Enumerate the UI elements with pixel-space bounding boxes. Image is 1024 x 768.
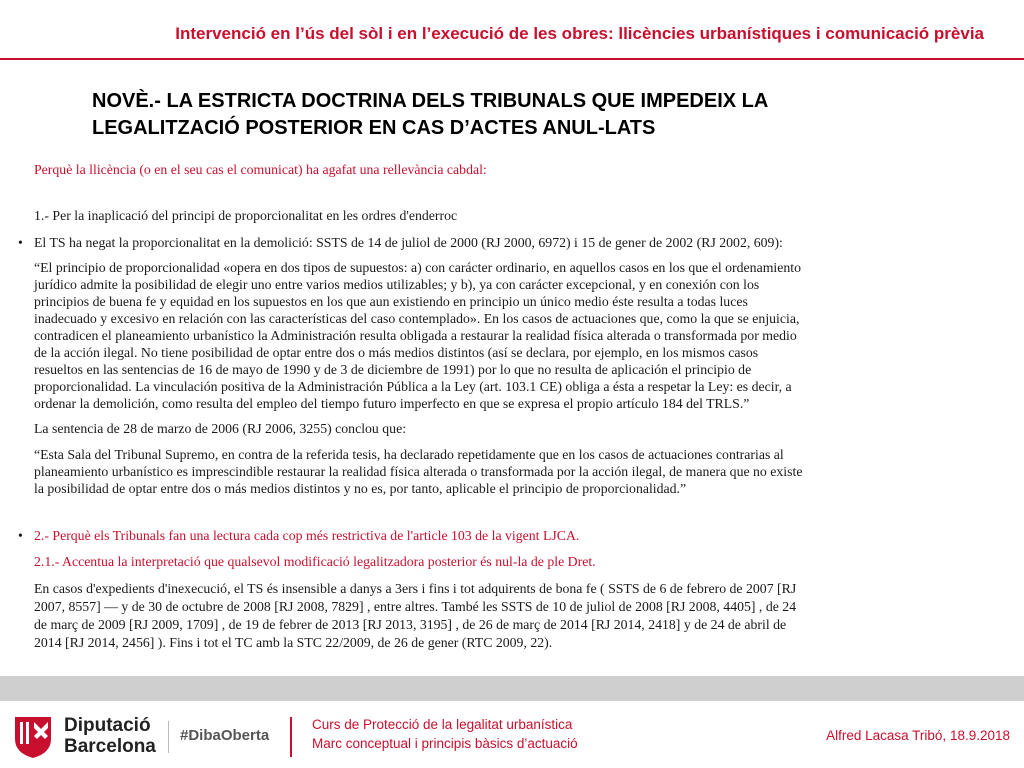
logo-line-1: Diputació [64,715,151,736]
quote-1-line: inadecuado y excesivo en relación con las características del caso contemplado». En los casos de actuaciones que, como la que se enjuicia, [34,311,800,326]
header-divider [0,58,1024,60]
quote-1-line: resueltos en las sentencias de 16 de mayo de 1990 y de 3 de diciembre de 1991) por lo que no resulta de aplicación el principio de [34,362,752,377]
point-1: 1.- Per la inaplicació del principi de proporcionalitat en les ordres d'enderroc [34,208,458,223]
diputacio-logo-icon [12,713,54,759]
footer-divider [168,721,169,753]
quote-1-line: de la acción ilegal. No tiene posibilidad de optar entre dos o más medios distintos (así se declara, por ejemplo, en los mismos casos [34,345,759,360]
point-2-1: 2.1.- Accentua la interpretació que qualsevol modificació legalitzadora posterior és nul-la de ple Dret. [34,554,596,569]
sentence-line: La sentencia de 28 de marzo de 2006 (RJ 2006, 3255) conclou que: [34,421,407,436]
logo-text [64,715,156,757]
ts-line: El TS ha negat la proporcionalitat en la demolició: SSTS de 14 de juliol de 2000 (RJ 2000, 6972) i 15 de gener de 2002 (RJ 2002, 609): [34,235,783,250]
quote-1-line: contradicen el planeamiento urbanístico la Administración resulta obligada a restaurar la realidad física alterada o transformada por medio [34,328,797,343]
quote-1-line: proporcionalidad. La vinculación positiva de la Administración Pública a la Ley (art. 103.1 CE) obliga a ésta a respetar la Ley: es decir, a [34,379,792,394]
quote-1-line: “El principio de proporcionalidad «opera en dos tipos de supuestos: a) con carácter ordinario, en aquellos casos en los que el ordenamiento [34,260,802,275]
bullet: • [18,235,23,250]
final-paragraph-line: de març de 2009 [RJ 2009, 1709] , de 19 de febrer de 2013 [RJ 2013, 3195] , de 26 de març de 2014 [RJ 2014, 2418] y de 24 de abril de [34,617,787,632]
quote-2-line: planeamiento urbanístico es imprescindible restaurar la realidad física alterada o transformada por la acción ilegal, de manera que no existe [34,464,803,479]
final-paragraph-line: 2007, 8557] — y de 30 de octubre de 2008 [RJ 2008, 7829] , entre altres. També les SSTS de 10 de juliol de 2008 [RJ 2008, 4405] , de 24 [34,599,797,614]
footer-band [0,676,1024,701]
final-paragraph-line: En casos d'expedients d'inexecució, el TS és insensible a danys a 3ers i fins i tot adquirents de bona fe ( SSTS de 6 de febrero de 2007 [RJ [34,581,797,596]
hashtag: #DibaOberta [180,727,270,744]
quote-1-line: ordenar la demolición, como resulta del empleo del tiempo futuro imperfecto en que se expresa el propio artículo 184 del TRLS.” [34,396,750,411]
footer-accent-divider [290,717,292,757]
intro-line: Perquè la llicència (o en el seu cas el comunicat) ha agafat una rellevància cabdal: [34,162,487,177]
section-heading-line-2: LEGALITZACIÓ POSTERIOR EN CAS D’ACTES ANUL-LATS [92,117,656,139]
section-heading [92,88,852,142]
logo-line-2: Barcelona [64,736,156,757]
author-date: Alfred Lacasa Tribó, 18.9.2018 [826,728,1010,743]
course-title: Curs de Protecció de la legalitat urbanística [312,717,573,732]
point-2: 2.- Perquè els Tribunals fan una lectura cada cop més restrictiva de l'article 103 de la vigent LJCA. [34,528,580,543]
slide-header-title: Intervenció en l’ús del sòl i en l’execució de les obres: llicències urbanístiques i comunicació prèvia [175,24,984,43]
quote-1-line: principios de buena fe y equidad en los supuestos en los que aun existiendo en principio un único medio éste resulta a todas luces [34,294,748,309]
bullet: • [18,528,23,543]
final-paragraph-line: 2014 [RJ 2014, 2456] ). Fins i tot el TC amb la STC 22/2009, de 26 de gener (RTC 2009, 22). [34,635,553,650]
section-heading-line-1: NOVÈ.- LA ESTRICTA DOCTRINA DELS TRIBUNALS QUE IMPEDEIX LA [92,90,769,112]
quote-2-line: “Esta Sala del Tribunal Supremo, en contra de la referida tesis, ha declarado repetidamente que en los casos de actuaciones contrarias al [34,447,784,462]
quote-1-line: jurídico admite la posibilidad de elegir uno entre varios medios utilizables; y b), ya con carácter excepcional, y en conexión con los [34,277,760,292]
course-subtitle: Marc conceptual i principis bàsics d’actuació [312,736,578,751]
quote-2-line: la posibilidad de optar entre dos o más medios distintos y no es, por tanto, aplicable el principio de proporcionalidad.” [34,481,687,496]
footer [0,701,1024,768]
